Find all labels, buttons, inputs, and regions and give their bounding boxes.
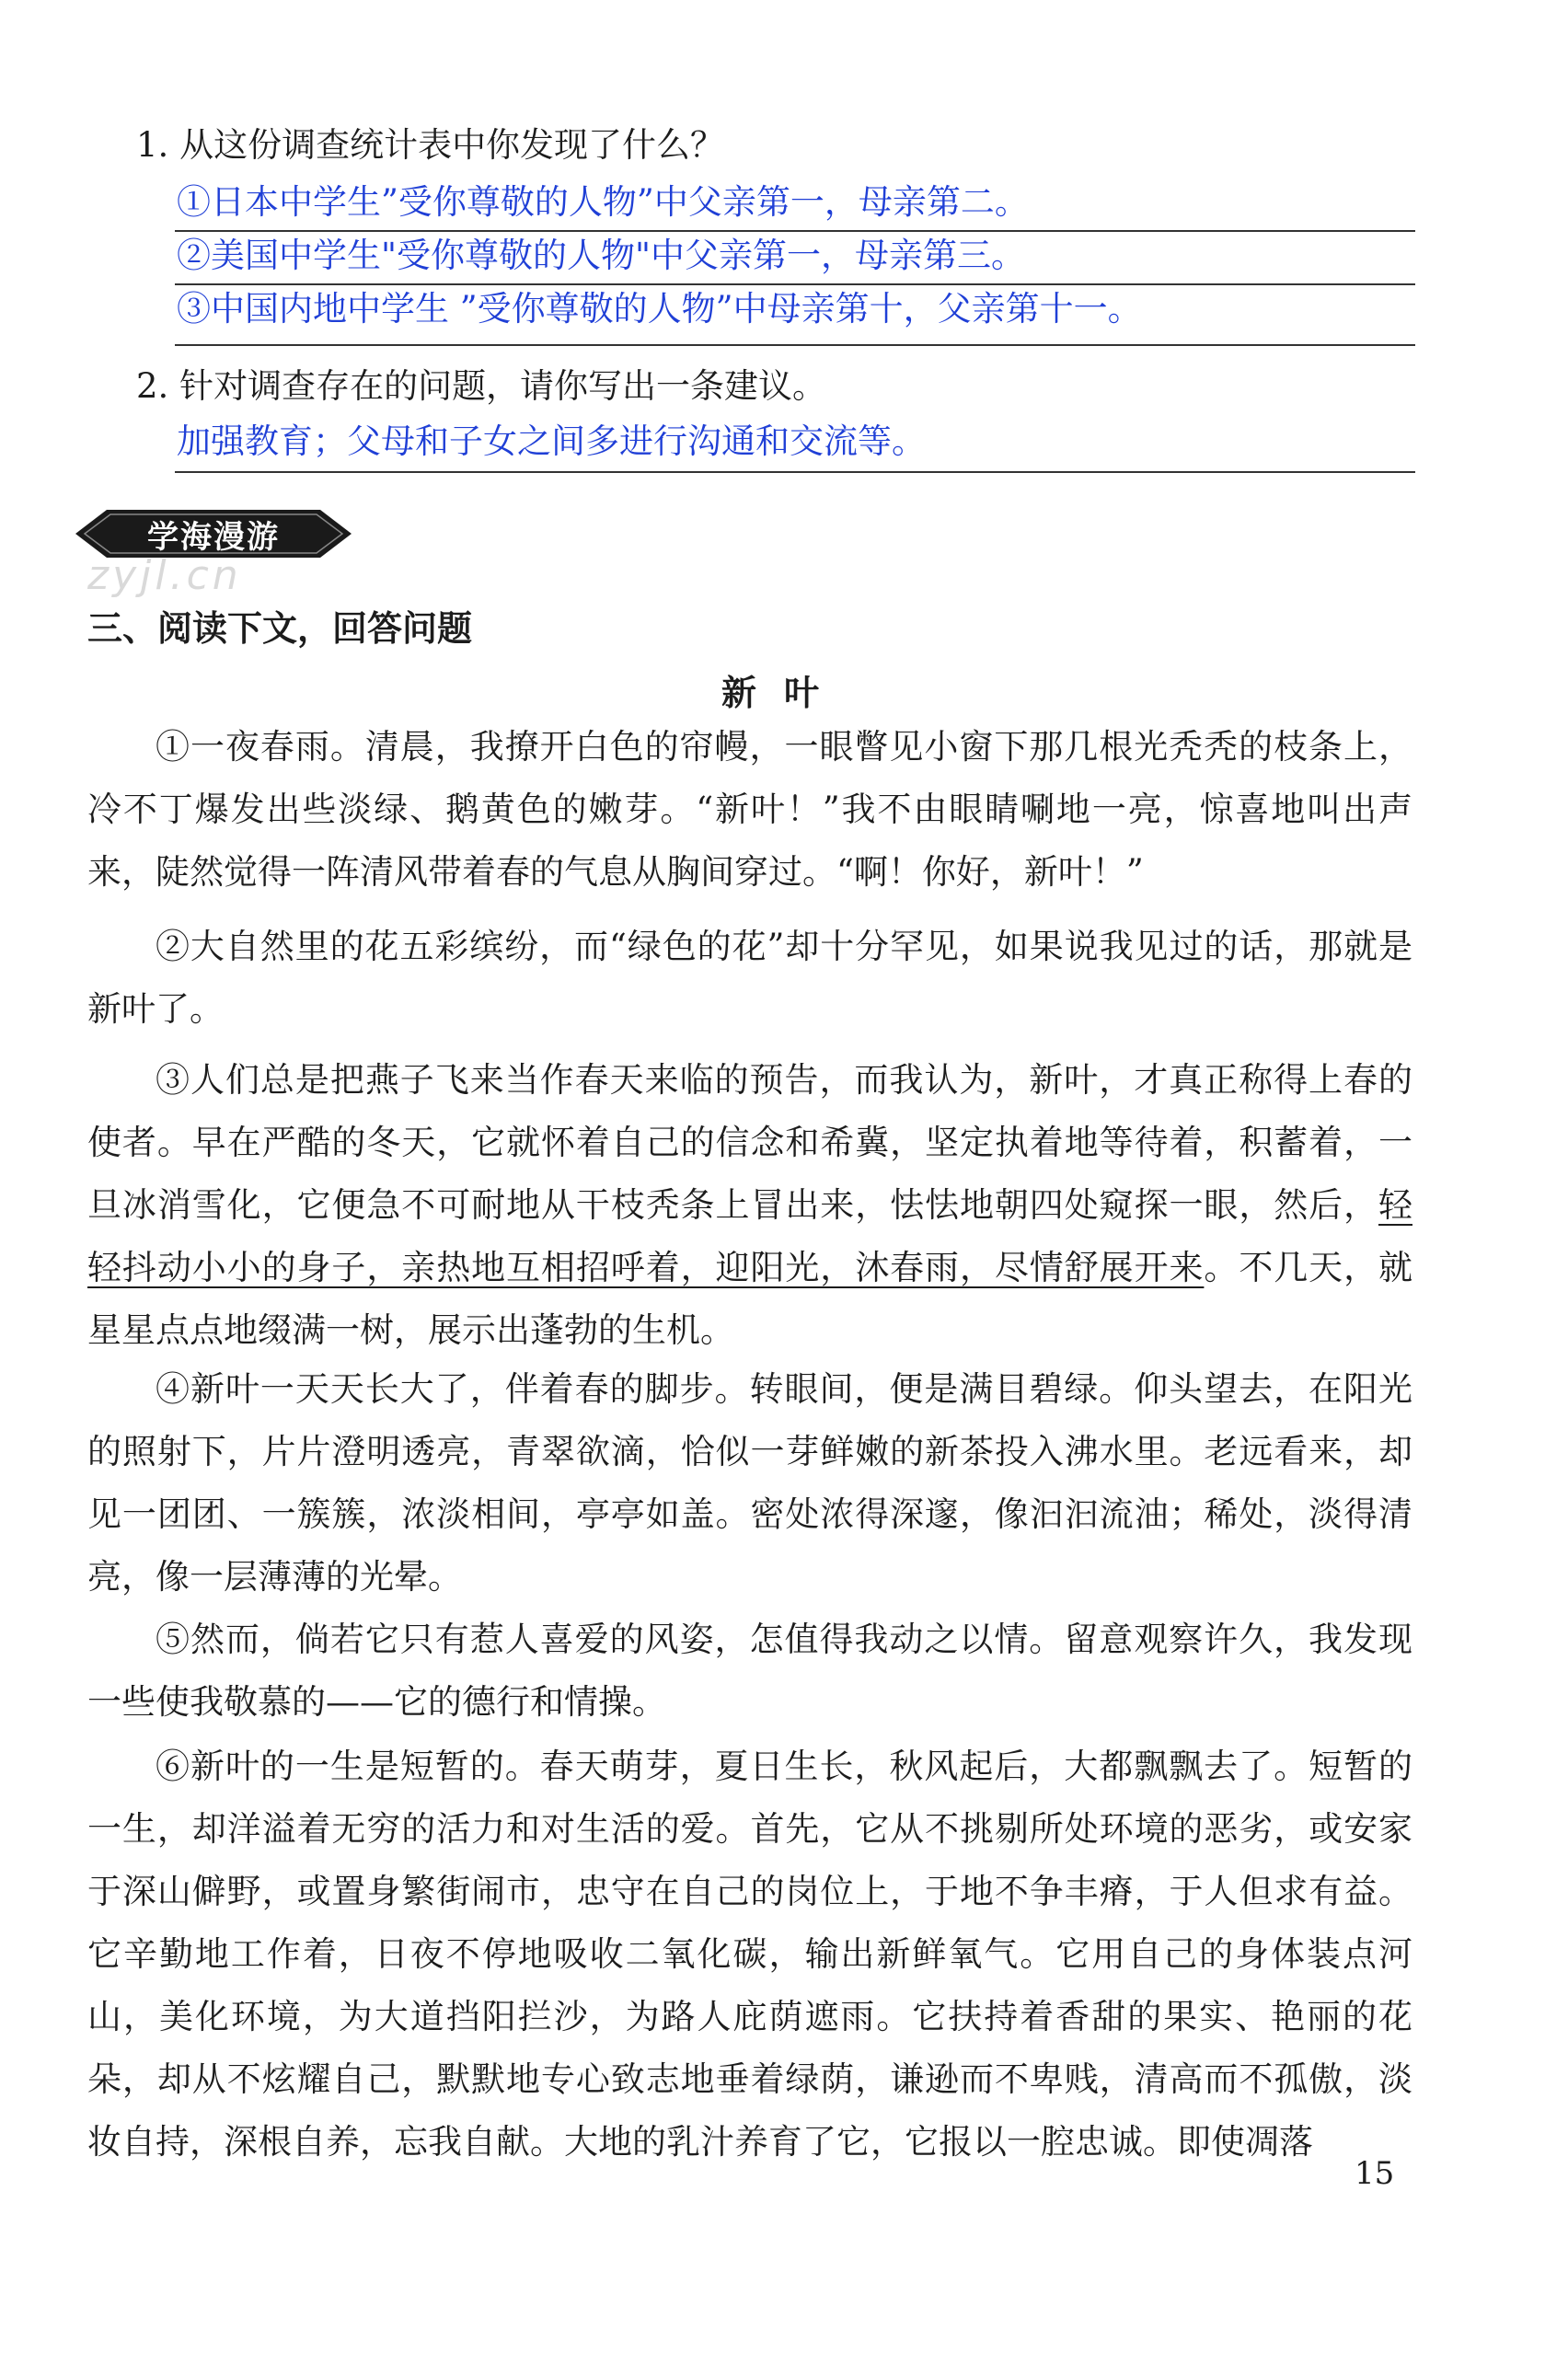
question-1: 1. 从这份调查统计表中你发现了什么？ [136,125,725,165]
answer-1-line-3: ③中国内地中学生 ”受你尊敬的人物”中母亲第十，父亲第十一。 [177,289,1142,329]
watermark: zyjl.cn [87,552,242,599]
paragraph-5 [87,1609,1412,1734]
paragraph-1 [87,716,1412,904]
answer-rule [175,283,1415,285]
section-heading: 三、阅读下文，回答问题 [87,607,473,649]
article-title: 新叶 [721,672,847,713]
page-number: 15 [1355,2155,1395,2192]
paragraph-text-part: ③人们总是把燕子飞来当作春天来临的预告，而我认为，新叶，才真正称得上春的使者。早在严酷的冬天，它就怀着自己的信念和希冀，坚定执着地等待着，积蓄着，一旦冰消雪化，它便急不可耐地从干枝秃条上冒出来，怯怯地朝四处窥探一眼，然后， [87,1060,1412,1225]
paragraph-text-part: 。不几天，就星星点点地缀满一树，展示出蓬勃的生机。 [87,1248,1413,1350]
answer-rule [175,344,1415,346]
paragraph-text: ⑤然而，倘若它只有惹人喜爱的风姿，怎值得我动之以情。留意观察许久，我发现一些使我敬慕的——它的德行和情操。 [87,1620,1412,1722]
answer-2-line-1: 加强教育；父母和子女之间多进行沟通和交流等。 [177,421,926,461]
paragraph-6 [87,1736,1412,2174]
answer-1-line-1: ①日本中学生”受你尊敬的人物”中父亲第一，母亲第二。 [177,182,1029,222]
answer-rule [175,230,1415,232]
paragraph-2 [87,916,1412,1041]
answer-rule [175,471,1415,473]
paragraph-4 [87,1358,1412,1609]
paragraph-text: ②大自然里的花五彩缤纷，而“绿色的花”却十分罕见，如果说我见过的话，那就是新叶了。 [87,927,1412,1029]
paragraph-text: ①一夜春雨。清晨，我撩开白色的帘幔，一眼瞥见小窗下那几根光秃秃的枝条上，冷不丁爆发出些淡绿、鹅黄色的嫩芽。“新叶！”我不由眼睛唰地一亮，惊喜地叫出声来，陡然觉得一阵清风带着春的气息从胸间穿过。“啊！你好，新叶！” [87,727,1412,892]
answer-1-line-2: ②美国中学生"受你尊敬的人物"中父亲第一，母亲第三。 [177,236,1026,275]
paragraph-3 [87,1049,1412,1362]
paragraph-text: ⑥新叶的一生是短暂的。春天萌芽，夏日生长，秋风起后，大都飘飘去了。短暂的一生，却洋溢着无穷的活力和对生活的爱。首先，它从不挑剔所处环境的恶劣，或安家于深山僻野，或置身繁街闹市，忠守在自己的岗位上，于地不争丰瘠，于人但求有益。它辛勤地工作着，日夜不停地吸收二氧化碳，输出新鲜氧气。它用自己的身体装点河山，美化环境，为大道挡阳拦沙，为路人庇荫遮雨。它扶持着香甜的果实、艳丽的花朵，却从不炫耀自己，默默地专心致志地垂着绿荫，谦逊而不卑贱，清高而不孤傲，淡妆自持，深根自养，忘我自献。大地的乳汁养育了它，它报以一腔忠诚。即使凋落 [87,1747,1412,2162]
paragraph-text: ④新叶一天天长大了，伴着春的脚步。转眼间，便是满目碧绿。仰头望去，在阳光的照射下，片片澄明透亮，青翠欲滴，恰似一芽鲜嫩的新茶投入沸水里。老远看来，却见一团团、一簇簇，浓淡相间，亭亭如盖。密处浓得深邃，像汩汩流油；稀处，淡得清亮，像一层薄薄的光晕。 [87,1369,1412,1597]
question-2: 2. 针对调查存在的问题，请你写出一条建议。 [136,366,827,406]
underlined-sentence: 轻轻抖动小小的身子，亲热地互相招呼着，迎阳光，沐春雨，尽情舒展开来 [87,1185,1412,1287]
paragraph-text [87,1049,1412,1362]
banner-label: 学海漫游 [147,518,280,556]
